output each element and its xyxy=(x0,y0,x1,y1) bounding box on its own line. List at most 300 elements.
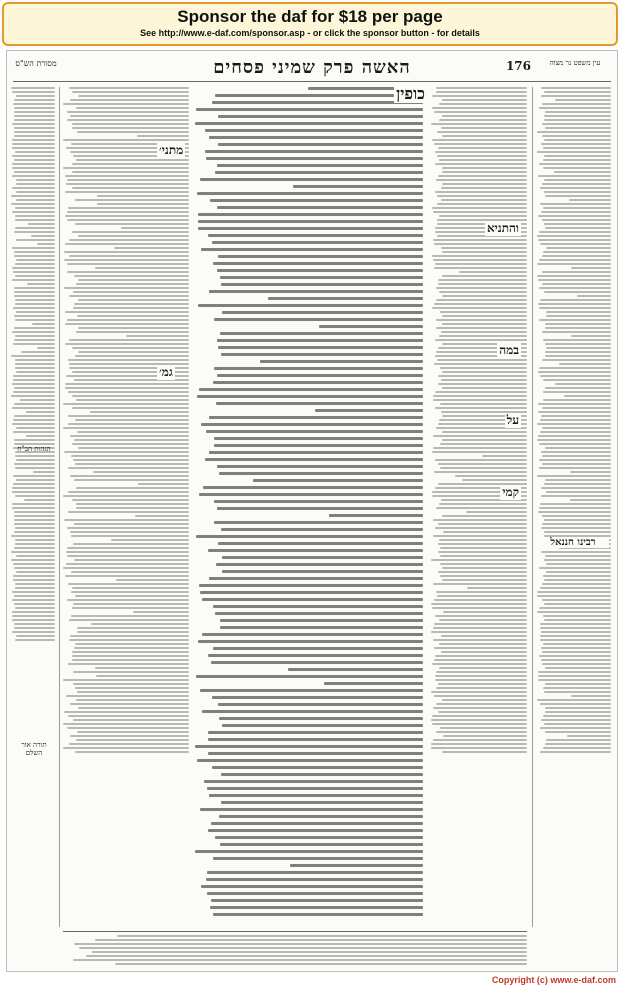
text-line xyxy=(15,219,55,221)
text-line xyxy=(440,547,527,549)
text-line xyxy=(68,511,189,513)
text-line xyxy=(209,136,423,139)
text-line xyxy=(76,503,189,505)
text-line xyxy=(200,808,423,811)
text-line xyxy=(218,346,423,349)
text-line xyxy=(31,235,55,237)
text-line xyxy=(202,598,423,601)
text-line xyxy=(37,347,55,349)
text-line xyxy=(542,359,611,361)
text-line xyxy=(71,535,189,537)
text-line xyxy=(540,727,611,729)
text-line xyxy=(199,493,423,496)
text-line xyxy=(442,99,527,101)
text-line xyxy=(209,451,423,454)
text-line xyxy=(16,183,55,185)
text-line xyxy=(14,595,55,597)
text-line xyxy=(433,399,527,401)
text-line xyxy=(204,780,423,783)
text-line xyxy=(432,255,527,257)
text-line xyxy=(26,435,55,437)
text-line xyxy=(219,717,423,720)
text-line xyxy=(121,227,189,229)
text-line xyxy=(442,171,527,173)
text-line xyxy=(14,291,55,293)
text-line xyxy=(72,607,189,609)
text-line xyxy=(68,715,189,717)
text-line xyxy=(69,743,189,745)
text-line xyxy=(114,247,189,249)
text-line xyxy=(431,747,527,749)
text-line xyxy=(268,297,423,300)
text-line xyxy=(16,427,55,429)
text-line xyxy=(213,913,423,916)
text-line xyxy=(438,683,527,685)
text-line xyxy=(206,430,423,433)
text-line xyxy=(542,283,611,285)
text-line xyxy=(67,599,189,601)
text-line xyxy=(433,259,527,261)
text-line xyxy=(539,655,611,657)
text-line xyxy=(95,939,527,941)
text-line xyxy=(222,556,423,559)
text-line xyxy=(543,159,611,161)
text-line xyxy=(117,935,527,937)
text-line xyxy=(439,643,527,645)
text-line xyxy=(544,139,611,141)
text-line xyxy=(436,299,527,301)
text-line xyxy=(571,267,611,269)
text-line xyxy=(12,211,55,213)
text-line xyxy=(69,639,189,641)
text-line xyxy=(12,163,55,165)
text-line xyxy=(260,360,423,363)
text-line xyxy=(439,667,527,669)
text-line xyxy=(72,347,189,349)
text-line xyxy=(72,407,189,409)
text-line xyxy=(437,203,527,205)
text-line xyxy=(539,467,611,469)
tosafot-heading-bamah: במה xyxy=(499,343,519,357)
text-line xyxy=(72,651,189,653)
text-line xyxy=(439,119,527,121)
text-line xyxy=(217,507,423,510)
text-line xyxy=(546,491,611,493)
text-line xyxy=(212,766,423,769)
text-line xyxy=(67,527,189,529)
text-line xyxy=(542,663,611,665)
text-line xyxy=(544,723,611,725)
text-line xyxy=(217,465,423,468)
text-line xyxy=(436,91,527,93)
text-line xyxy=(288,668,423,671)
text-line xyxy=(432,307,527,309)
text-line xyxy=(15,495,55,497)
text-line xyxy=(37,243,56,245)
text-line xyxy=(216,563,423,566)
text-line xyxy=(16,571,55,573)
text-line xyxy=(442,251,527,253)
text-line xyxy=(539,367,611,369)
text-line xyxy=(442,295,527,297)
text-line xyxy=(14,111,55,113)
text-line xyxy=(542,407,611,409)
text-line xyxy=(64,259,189,261)
text-line xyxy=(73,683,189,685)
text-line xyxy=(77,631,189,633)
text-line xyxy=(15,359,55,361)
text-line xyxy=(544,155,611,157)
text-line xyxy=(542,271,611,273)
text-line xyxy=(539,107,611,109)
text-line xyxy=(73,459,189,461)
text-line xyxy=(15,587,55,589)
text-line xyxy=(209,290,423,293)
text-line xyxy=(73,291,189,293)
text-line xyxy=(75,419,189,421)
text-line xyxy=(222,570,423,573)
text-line xyxy=(69,619,189,621)
text-line xyxy=(63,139,189,141)
text-line xyxy=(13,475,55,477)
text-line xyxy=(72,127,189,129)
text-line xyxy=(219,472,423,475)
text-line xyxy=(433,639,527,641)
text-line xyxy=(539,567,611,569)
text-line xyxy=(220,332,423,335)
text-line xyxy=(15,303,55,305)
text-line xyxy=(14,131,55,133)
text-line xyxy=(540,299,611,301)
text-line xyxy=(539,307,611,309)
text-line xyxy=(15,335,55,337)
text-line xyxy=(12,615,55,617)
text-line xyxy=(198,640,423,643)
text-line xyxy=(15,639,55,641)
text-line xyxy=(12,591,55,593)
text-line xyxy=(14,159,55,161)
text-line xyxy=(537,611,611,613)
text-line xyxy=(73,543,189,545)
text-line xyxy=(14,99,55,101)
text-line xyxy=(214,437,423,440)
text-line xyxy=(65,383,189,385)
text-line xyxy=(537,591,611,593)
text-line xyxy=(541,551,611,553)
text-line xyxy=(12,611,55,613)
text-line xyxy=(218,542,423,545)
text-line xyxy=(546,563,611,565)
text-line xyxy=(217,269,423,272)
text-line xyxy=(436,287,527,289)
text-line xyxy=(441,247,527,249)
text-line xyxy=(443,531,528,533)
text-line xyxy=(12,331,55,333)
text-line xyxy=(437,195,527,197)
text-line xyxy=(210,906,423,909)
text-line xyxy=(12,167,55,169)
text-line xyxy=(13,375,55,377)
text-line xyxy=(16,555,55,557)
text-line xyxy=(434,143,527,145)
text-line xyxy=(324,682,423,685)
text-line xyxy=(438,283,527,285)
text-line xyxy=(538,435,611,437)
text-line xyxy=(539,163,611,165)
text-line xyxy=(544,191,611,193)
text-line xyxy=(555,383,611,385)
text-line xyxy=(97,195,189,197)
text-line xyxy=(67,263,189,265)
text-line xyxy=(14,119,55,121)
text-line xyxy=(212,696,423,699)
text-line xyxy=(70,99,190,101)
text-line xyxy=(543,379,611,381)
text-line xyxy=(546,315,611,317)
text-line xyxy=(12,279,55,281)
text-line xyxy=(213,605,423,608)
text-line xyxy=(222,724,423,727)
text-line xyxy=(14,523,55,525)
text-line xyxy=(72,443,189,445)
text-line xyxy=(215,171,423,174)
text-line xyxy=(544,115,611,117)
text-line xyxy=(15,527,55,529)
text-line xyxy=(69,339,189,341)
text-line xyxy=(14,415,55,417)
text-line xyxy=(14,403,55,405)
sponsor-banner[interactable] xyxy=(2,2,618,46)
text-line xyxy=(319,325,423,328)
text-line xyxy=(539,231,611,233)
text-line xyxy=(76,107,189,109)
text-line xyxy=(63,679,189,681)
text-line xyxy=(15,319,55,321)
text-line xyxy=(16,635,55,637)
text-line xyxy=(546,571,611,573)
text-line xyxy=(28,223,55,225)
text-line xyxy=(206,157,423,160)
text-line xyxy=(538,303,611,305)
text-line xyxy=(72,499,189,501)
text-line xyxy=(11,355,55,357)
text-line xyxy=(442,135,528,137)
text-line xyxy=(436,731,527,733)
text-line xyxy=(14,315,55,317)
text-line xyxy=(541,631,611,633)
text-line xyxy=(442,439,527,441)
text-line xyxy=(539,607,611,609)
text-line xyxy=(542,455,611,457)
text-line xyxy=(209,416,423,419)
text-line xyxy=(545,387,611,389)
text-line xyxy=(543,399,611,401)
text-line xyxy=(540,243,611,245)
text-line xyxy=(197,759,423,762)
text-line xyxy=(13,379,55,381)
text-line xyxy=(13,271,55,273)
text-line xyxy=(78,447,189,449)
text-line xyxy=(86,955,527,957)
text-line xyxy=(65,575,189,577)
text-line xyxy=(441,379,527,381)
text-line xyxy=(68,467,189,469)
talmud-page xyxy=(6,50,618,972)
text-line xyxy=(539,259,611,261)
text-line xyxy=(435,407,527,409)
text-line xyxy=(12,143,55,145)
text-line xyxy=(214,521,423,524)
text-line xyxy=(16,371,55,373)
text-line xyxy=(432,663,527,665)
text-line xyxy=(11,535,55,537)
text-line xyxy=(546,347,611,349)
text-line xyxy=(441,127,527,129)
text-line xyxy=(65,191,189,193)
text-line xyxy=(200,689,424,692)
text-line xyxy=(15,227,55,229)
text-line xyxy=(440,727,527,729)
text-line xyxy=(545,555,611,557)
text-line xyxy=(208,829,423,832)
text-line xyxy=(541,415,611,417)
text-line xyxy=(72,91,189,93)
text-line xyxy=(92,951,527,953)
footer-rule xyxy=(63,931,527,932)
text-line xyxy=(207,871,423,874)
text-line xyxy=(95,267,189,269)
text-line xyxy=(541,143,611,145)
text-line xyxy=(13,563,55,565)
text-line xyxy=(434,647,527,649)
text-line xyxy=(12,619,55,621)
text-line xyxy=(12,487,55,489)
text-line xyxy=(78,707,189,709)
text-line xyxy=(77,131,189,133)
text-line xyxy=(537,439,611,441)
text-line xyxy=(555,99,611,101)
tosafot-heading-vetanya: והתניא xyxy=(486,221,519,235)
text-line xyxy=(541,527,611,529)
text-line xyxy=(15,539,55,541)
text-line xyxy=(70,735,189,737)
text-line xyxy=(544,559,611,561)
opening-word: כופין xyxy=(396,84,425,103)
text-line xyxy=(15,215,55,217)
text-line xyxy=(537,275,611,277)
text-line xyxy=(542,515,611,517)
text-line xyxy=(14,627,55,629)
text-line xyxy=(432,207,527,209)
text-line xyxy=(539,287,611,289)
text-line xyxy=(442,167,527,169)
text-line xyxy=(200,591,423,594)
text-line xyxy=(538,679,611,681)
text-line xyxy=(211,661,423,664)
text-line xyxy=(212,241,423,244)
text-line xyxy=(77,431,189,433)
text-line xyxy=(14,567,55,569)
text-line xyxy=(542,331,611,333)
text-line xyxy=(195,122,423,125)
text-line xyxy=(11,395,55,397)
text-line xyxy=(12,383,55,385)
text-line xyxy=(201,423,423,426)
text-line xyxy=(67,219,189,221)
text-line xyxy=(63,403,189,405)
text-line xyxy=(215,94,423,97)
text-line xyxy=(215,836,423,839)
text-line xyxy=(545,195,611,197)
text-line xyxy=(432,607,527,609)
text-line xyxy=(133,611,189,613)
text-line xyxy=(209,794,423,797)
copyright-link[interactable]: Copyright (c) www.e-daf.com xyxy=(491,975,616,985)
text-line xyxy=(437,131,527,133)
text-line xyxy=(442,371,527,373)
text-line xyxy=(221,773,423,776)
text-line xyxy=(544,531,611,533)
text-line xyxy=(462,479,527,481)
text-line xyxy=(63,723,189,725)
text-line xyxy=(541,451,611,453)
text-line xyxy=(15,543,55,545)
text-line xyxy=(431,603,527,605)
text-line xyxy=(14,251,55,253)
text-line xyxy=(542,523,611,525)
text-line xyxy=(126,335,189,337)
text-line xyxy=(97,203,189,205)
text-line xyxy=(438,523,527,525)
text-line xyxy=(195,850,423,853)
text-line xyxy=(211,899,423,902)
text-line xyxy=(432,715,527,717)
text-line xyxy=(538,215,611,217)
tosafot-heading-kamah: קמי xyxy=(502,485,519,499)
text-line xyxy=(538,411,611,413)
page-title: האשה פרק שמיני פסחים xyxy=(213,57,411,78)
text-line xyxy=(221,353,423,356)
text-line xyxy=(253,479,423,482)
text-line xyxy=(442,751,527,753)
text-line xyxy=(440,555,527,557)
text-line xyxy=(76,507,189,509)
sponsor-banner-title[interactable]: Sponsor the daf for $18 per page xyxy=(177,7,443,26)
text-line xyxy=(440,575,527,577)
text-line xyxy=(544,119,611,121)
text-line xyxy=(545,343,611,345)
text-line xyxy=(538,371,611,373)
text-line xyxy=(70,635,189,637)
text-line xyxy=(77,315,189,317)
text-line xyxy=(542,427,611,429)
text-line xyxy=(438,711,527,713)
text-line xyxy=(73,719,189,721)
text-line xyxy=(68,423,189,425)
text-line xyxy=(439,291,527,293)
text-line xyxy=(69,87,189,89)
text-line xyxy=(438,383,527,385)
text-line xyxy=(13,579,55,581)
text-line xyxy=(543,687,611,689)
text-line xyxy=(13,431,55,433)
text-line xyxy=(12,407,55,409)
sponsor-banner-subtitle[interactable]: See http://www.e-daf.com/sponsor.asp - or click the sponsor button - for details xyxy=(140,28,480,38)
text-line xyxy=(115,963,527,965)
text-line xyxy=(67,547,189,549)
text-line xyxy=(435,339,527,341)
text-line xyxy=(74,275,189,277)
